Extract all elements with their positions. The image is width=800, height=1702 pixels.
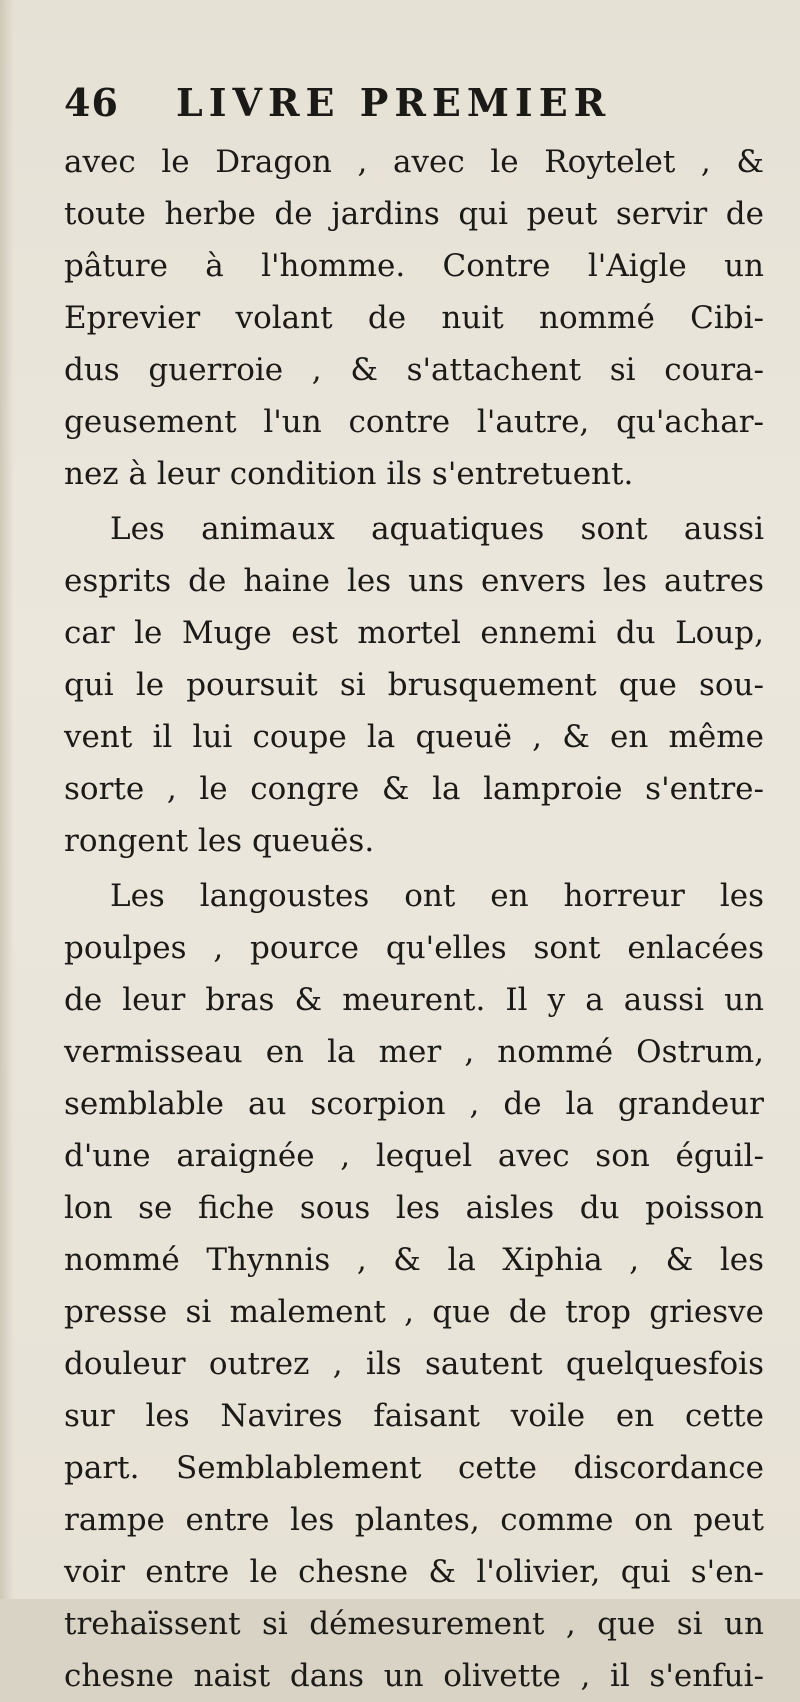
text-line: vermisseau en la mer , nommé Ostrum, [64,1034,764,1070]
page-number: 46 [64,80,119,125]
text-line: rongent les queuës. [64,823,375,859]
text-line: trehaïssent si démesurement , que si un [64,1606,764,1642]
text-line: d'une araignée , lequel avec son éguil- [64,1138,764,1174]
text-line: presse si malement , que de trop griesve [64,1294,764,1330]
text-line: part. Semblablement cette discordance [64,1450,764,1486]
text-line: avec le Dragon , avec le Roytelet , & [64,144,764,180]
text-line: sur les Navires faisant voile en cette [64,1398,764,1434]
text-line: esprits de haine les uns envers les autres [64,563,764,599]
text-line: geusement l'un contre l'autre, qu'achar- [64,404,764,440]
text-line: chesne naist dans un olivette , il s'enfui- [64,1658,764,1694]
text-line: pâture à l'homme. Contre l'Aigle un [64,248,764,284]
text-line: sorte , le congre & la lamproie s'entre- [64,771,764,807]
text-line: vent il lui coupe la queuë , & en même [64,719,764,755]
paragraph-3 [64,870,764,1702]
text-line: Les langoustes ont en horreur les [110,878,764,914]
text-line: Les animaux aquatiques sont aussi [110,511,764,547]
text-line: Eprevier volant de nuit nommé Cibi- [64,300,764,336]
text-line: qui le poursuit si brusquement que sou- [64,667,764,703]
running-title: LIVRE PREMIER [176,80,612,125]
text-line: dus guerroie , & s'attachent si coura- [64,352,764,388]
text-block [64,80,764,1702]
text-line: toute herbe de jardins qui peut servir de [64,196,764,232]
text-line: poulpes , pource qu'elles sont enlacées [64,930,764,966]
text-line: rampe entre les plantes, comme on peut [64,1502,764,1538]
text-line: nommé Thynnis , & la Xiphia , & les [64,1242,764,1278]
paragraph-2 [64,503,764,867]
text-line: douleur outrez , ils sautent quelquesfois [64,1346,764,1382]
text-line: de leur bras & meurent. Il y a aussi un [64,982,764,1018]
text-line: car le Muge est mortel ennemi du Loup, [64,615,764,651]
text-line: voir entre le chesne & l'olivier, qui s'en- [64,1554,764,1590]
text-line: nez à leur condition ils s'entretuent. [64,456,634,492]
paragraph-1 [64,136,764,500]
text-line: semblable au scorpion , de la grandeur [64,1086,764,1122]
text-line: lon se fiche sous les aisles du poisson [64,1190,764,1226]
running-header [64,80,764,136]
